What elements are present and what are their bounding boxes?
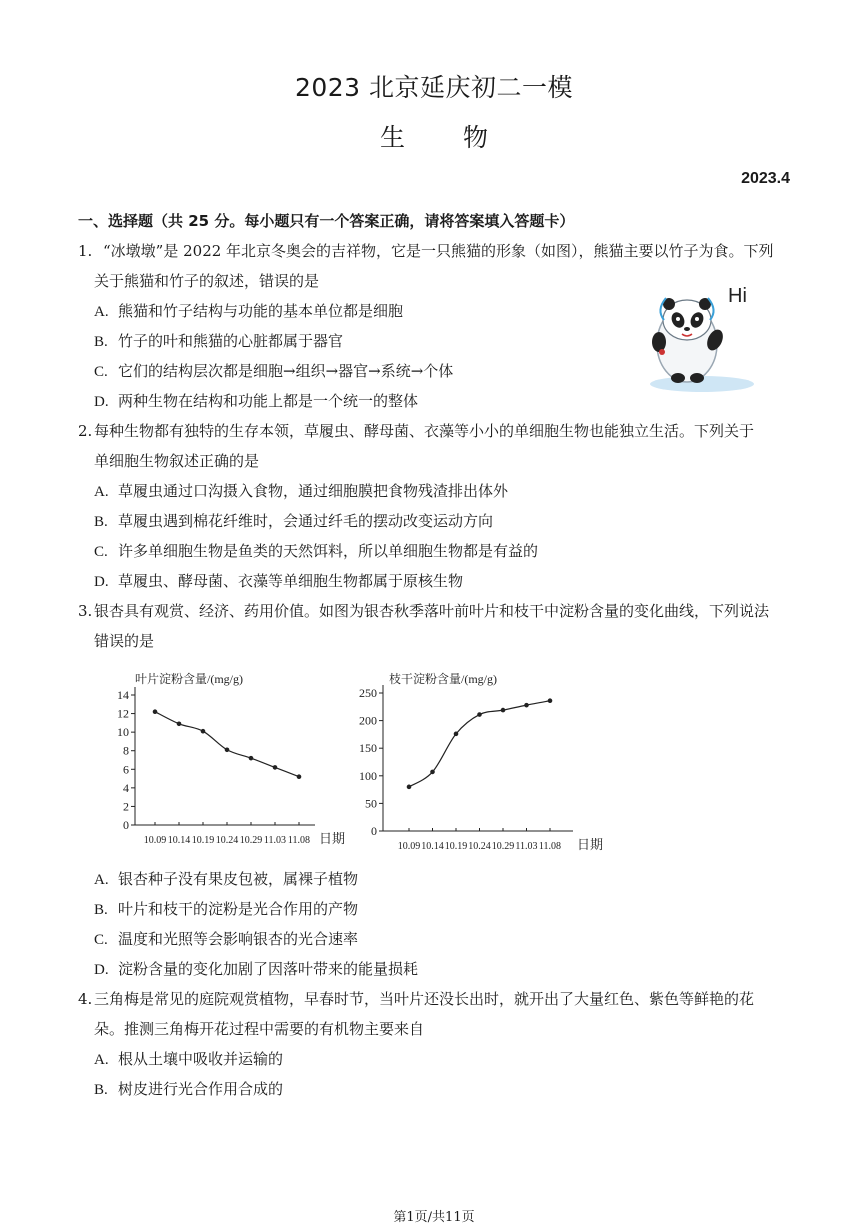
x-tick-label: 10.14 bbox=[167, 835, 191, 846]
y-tick-label: 200 bbox=[359, 713, 377, 728]
x-tick-label: 11.03 bbox=[515, 841, 538, 852]
x-tick-label: 10.19 bbox=[444, 841, 468, 852]
option-label: A. bbox=[94, 872, 109, 888]
data-point bbox=[153, 709, 158, 714]
y-tick-label: 10 bbox=[117, 725, 129, 740]
y-tick-label: 100 bbox=[359, 768, 377, 783]
page-footer: 第1页/共11页 bbox=[393, 1210, 475, 1225]
y-tick-label: 0 bbox=[123, 818, 129, 832]
y-tick-label: 6 bbox=[123, 762, 129, 777]
option-a[interactable] bbox=[94, 481, 508, 502]
panda-mascot-illustration bbox=[642, 280, 762, 396]
data-point bbox=[477, 712, 482, 717]
option-label: D. bbox=[94, 962, 109, 978]
branch-starch-chart bbox=[355, 665, 615, 855]
option-text: 温度和光照等会影响银杏的光合速率 bbox=[118, 930, 359, 948]
data-point bbox=[273, 765, 278, 770]
data-point bbox=[177, 721, 182, 726]
page-title: 2023 北京延庆初二一模 bbox=[294, 73, 574, 102]
question-number: 3. bbox=[78, 602, 93, 620]
option-label: D. bbox=[94, 394, 109, 410]
option-d[interactable] bbox=[94, 959, 418, 980]
option-a[interactable] bbox=[94, 869, 358, 890]
y-tick-label: 12 bbox=[117, 706, 129, 721]
option-c[interactable] bbox=[94, 541, 538, 562]
y-tick-label: 50 bbox=[365, 796, 377, 811]
option-c[interactable] bbox=[94, 361, 453, 382]
y-tick-label: 0 bbox=[371, 824, 377, 838]
y-axis-label: 叶片淀粉含量/(mg/g) bbox=[135, 672, 243, 686]
leaf-starch-chart bbox=[105, 665, 345, 855]
option-text: 叶片和枝干的淀粉是光合作用的产物 bbox=[118, 900, 359, 918]
option-label: B. bbox=[94, 334, 108, 350]
x-tick-label: 10.29 bbox=[239, 835, 263, 846]
option-a[interactable] bbox=[94, 301, 403, 322]
data-point bbox=[548, 698, 553, 703]
data-point bbox=[501, 708, 506, 713]
question-text: 每种生物都有独特的生存本领，草履虫、酵母菌、衣藻等小小的单细胞生物也能独立生活。下列关于 bbox=[94, 422, 755, 440]
y-tick-label: 2 bbox=[123, 799, 129, 814]
option-text: 草履虫、酵母菌、衣藻等单细胞生物都属于原核生物 bbox=[118, 572, 464, 590]
data-point bbox=[201, 729, 206, 734]
option-c[interactable] bbox=[94, 929, 358, 950]
option-b[interactable] bbox=[94, 331, 343, 352]
section-heading: 一、选择题（共 25 分。每小题只有一个答案正确，请将答案填入答题卡） bbox=[78, 212, 575, 230]
option-d[interactable] bbox=[94, 571, 463, 592]
option-text: 树皮进行光合作用合成的 bbox=[118, 1080, 284, 1098]
x-tick-label: 10.19 bbox=[191, 835, 215, 846]
data-point bbox=[524, 703, 529, 708]
option-label: C. bbox=[94, 932, 108, 948]
option-b[interactable] bbox=[94, 511, 493, 532]
x-tick-label: 10.24 bbox=[215, 835, 239, 846]
x-tick-label: 11.08 bbox=[538, 841, 562, 852]
x-axis-label: 日期 bbox=[319, 831, 345, 846]
option-text: 两种生物在结构和功能上都是一个统一的整体 bbox=[118, 392, 419, 410]
x-tick-label: 10.14 bbox=[421, 841, 444, 852]
y-tick-label: 4 bbox=[123, 780, 129, 795]
option-text: 它们的结构层次都是细胞→组织→器官→系统→个体 bbox=[118, 362, 454, 380]
option-label: B. bbox=[94, 902, 108, 918]
option-label: C. bbox=[94, 364, 108, 380]
exam-date: 2023.4 bbox=[741, 170, 790, 187]
option-text: 许多单细胞生物是鱼类的天然饵料，所以单细胞生物都是有益的 bbox=[118, 542, 539, 560]
question-text: 错误的是 bbox=[94, 632, 155, 650]
option-b[interactable] bbox=[94, 1079, 283, 1100]
option-text: 草履虫遇到棉花纤维时，会通过纤毛的摆动改变运动方向 bbox=[118, 512, 494, 530]
x-tick-label: 10.09 bbox=[143, 835, 167, 846]
question-text: 三角梅是常见的庭院观赏植物，早春时节，当叶片还没长出时，就开出了大量红色、紫色等鲜艳的花 bbox=[94, 990, 755, 1008]
option-text: 熊猫和竹子结构与功能的基本单位都是细胞 bbox=[118, 302, 404, 320]
option-label: B. bbox=[94, 514, 108, 530]
option-a[interactable] bbox=[94, 1049, 283, 1070]
x-tick-label: 10.09 bbox=[397, 841, 421, 852]
x-tick-label: 10.29 bbox=[491, 841, 515, 852]
y-tick-label: 8 bbox=[123, 743, 129, 758]
question-text: 单细胞生物叙述正确的是 bbox=[94, 452, 260, 470]
data-point bbox=[225, 747, 230, 752]
question-number: 4. bbox=[78, 990, 93, 1008]
option-label: B. bbox=[94, 1082, 108, 1098]
y-tick-label: 250 bbox=[359, 686, 377, 700]
x-tick-label: 11.08 bbox=[287, 835, 311, 846]
option-b[interactable] bbox=[94, 899, 358, 920]
option-d[interactable] bbox=[94, 391, 418, 412]
series-line bbox=[155, 712, 299, 777]
option-text: 淀粉含量的变化加剧了因落叶带来的能量损耗 bbox=[118, 960, 419, 978]
data-point bbox=[297, 774, 302, 779]
option-label: A. bbox=[94, 1052, 109, 1068]
x-tick-label: 10.24 bbox=[468, 841, 491, 852]
x-axis-label: 日期 bbox=[577, 837, 604, 852]
x-tick-label: 11.03 bbox=[263, 835, 287, 846]
y-axis-label: 枝干淀粉含量/(mg/g) bbox=[389, 672, 497, 686]
option-text: 草履虫通过口沟摄入食物，通过细胞膜把食物残渣排出体外 bbox=[118, 482, 509, 500]
y-tick-label: 14 bbox=[117, 688, 129, 702]
data-point bbox=[407, 785, 412, 790]
question-number: 1. bbox=[78, 242, 93, 260]
question-number: 2. bbox=[78, 422, 93, 440]
question-text: 朵。推测三角梅开花过程中需要的有机物主要来自 bbox=[94, 1020, 425, 1038]
option-text: 竹子的叶和熊猫的心脏都属于器官 bbox=[118, 332, 344, 350]
option-label: A. bbox=[94, 304, 109, 320]
subject-title: 生物 bbox=[379, 123, 546, 152]
question-text: 银杏具有观赏、经济、药用价值。如图为银杏秋季落叶前叶片和枝干中淀粉含量的变化曲线，下列说法 bbox=[94, 602, 770, 620]
option-text: 银杏种子没有果皮包被，属裸子植物 bbox=[118, 870, 359, 888]
option-label: C. bbox=[94, 544, 108, 560]
y-tick-label: 150 bbox=[359, 741, 377, 756]
data-point bbox=[454, 732, 459, 737]
question-text: 关于熊猫和竹子的叙述，错误的是 bbox=[94, 272, 320, 290]
data-point bbox=[249, 756, 254, 761]
mascot-greeting: Hi bbox=[728, 285, 747, 307]
option-label: A. bbox=[94, 484, 109, 500]
data-point bbox=[430, 770, 435, 775]
option-text: 根从土壤中吸收并运输的 bbox=[118, 1050, 284, 1068]
option-label: D. bbox=[94, 574, 109, 590]
question-text: “冰墩墩”是 2022 年北京冬奥会的吉祥物，它是一只熊猫的形象（如图），熊猫主要以竹子为食。下列 bbox=[103, 242, 774, 260]
